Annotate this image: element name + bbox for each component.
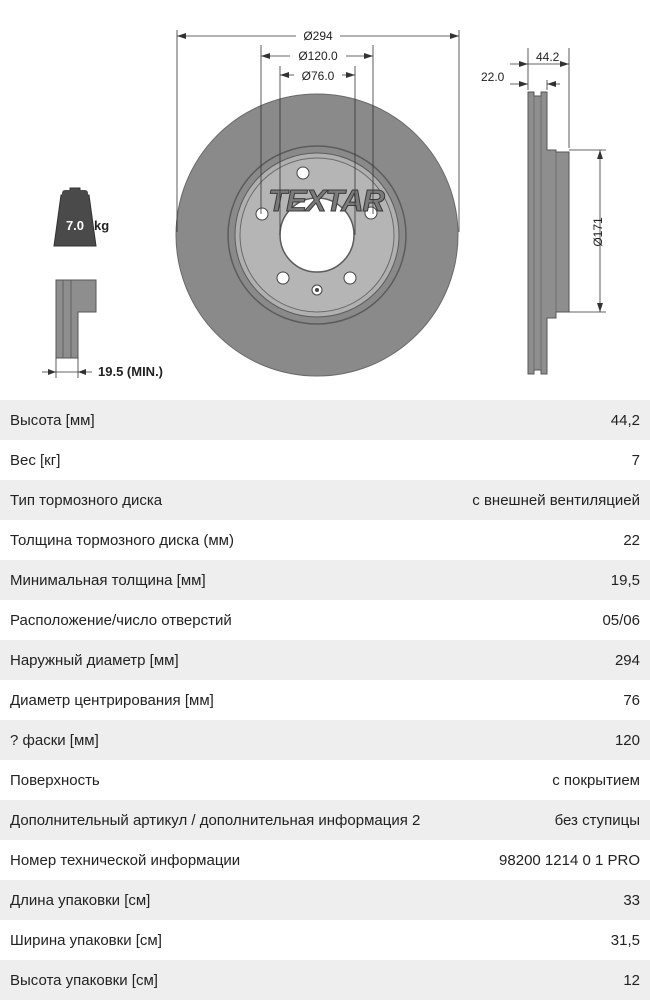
spec-value: 19,5: [610, 571, 640, 589]
spec-value: с внешней вентиляцией: [472, 491, 640, 509]
spec-label: Расположение/число отверстий: [10, 611, 232, 629]
disc-side-view: [528, 92, 569, 374]
spec-row: [0, 560, 650, 600]
locating-hole-center: [315, 288, 319, 292]
spec-row: [0, 800, 650, 840]
spec-value: 7: [631, 451, 640, 469]
inner-diameter-label: Ø171: [591, 217, 605, 247]
bolt-hole: [344, 272, 356, 284]
specs-table: [0, 400, 650, 1000]
weight-icon: [54, 188, 96, 246]
disc-front-view: [176, 94, 458, 376]
weight-value: 7.0: [65, 218, 85, 233]
spec-label: Тип тормозного диска: [10, 491, 163, 509]
spec-label: Ширина упаковки [см]: [10, 931, 162, 949]
bolt-hole: [277, 272, 289, 284]
height-label: 44.2: [536, 50, 560, 64]
min-thickness-icon: [56, 280, 96, 358]
spec-value: 44,2: [610, 411, 640, 429]
bolt-hole: [256, 208, 268, 220]
center-bore-label: Ø76.0: [301, 69, 335, 83]
technical-drawing-svg: [0, 0, 650, 400]
spec-row: [0, 960, 650, 1000]
spec-value: 22: [623, 531, 640, 549]
bolt-hole: [297, 167, 309, 179]
spec-label: Номер технической информации: [10, 851, 241, 869]
thickness-label: 22.0: [481, 70, 505, 84]
spec-value: 33: [623, 891, 640, 909]
spec-value: 31,5: [610, 931, 640, 949]
spec-row: [0, 840, 650, 880]
spec-row: [0, 600, 650, 640]
spec-label: Высота упаковки [см]: [10, 971, 158, 989]
min-thickness-dimension: [42, 358, 92, 378]
spec-row: [0, 720, 650, 760]
dimension-labels: [290, 27, 346, 83]
spec-value: 12: [623, 971, 640, 989]
spec-label: Диаметр центрирования [мм]: [10, 691, 214, 709]
spec-value: с покрытием: [552, 771, 640, 789]
spec-row: [0, 400, 650, 440]
spec-label: Наружный диаметр [мм]: [10, 651, 179, 669]
min-thickness-label: 19.5 (MIN.): [98, 364, 164, 379]
spec-label: ? фаски [мм]: [10, 731, 99, 749]
brand-logo: TEXTAR: [268, 183, 384, 218]
spec-label: Высота [мм]: [10, 411, 95, 429]
spec-row: [0, 920, 650, 960]
spec-row: [0, 680, 650, 720]
spec-row: [0, 640, 650, 680]
spec-label: Минимальная толщина [мм]: [10, 571, 206, 589]
bolt-circle-label: Ø120.0: [298, 49, 338, 63]
spec-row: [0, 880, 650, 920]
spec-value: 05/06: [602, 611, 640, 629]
spec-value: 294: [614, 651, 640, 669]
outer-diameter-label: Ø294: [303, 29, 333, 43]
spec-value: 76: [623, 691, 640, 709]
spec-row: [0, 760, 650, 800]
spec-row: [0, 440, 650, 480]
spec-label: Дополнительный артикул / дополнительная информация 2: [10, 811, 421, 829]
brake-disc-drawing: [0, 0, 650, 400]
spec-row: [0, 520, 650, 560]
spec-value: 120: [614, 731, 640, 749]
spec-label: Длина упаковки [см]: [10, 891, 151, 909]
spec-value: 98200 1214 0 1 PRO: [499, 851, 640, 869]
spec-label: Толщина тормозного диска (мм): [10, 531, 234, 549]
spec-label: Поверхность: [10, 771, 100, 789]
spec-label: Вес [кг]: [10, 451, 61, 469]
spec-row: [0, 480, 650, 520]
spec-value: без ступицы: [554, 811, 640, 829]
weight-unit: kg: [94, 218, 110, 233]
